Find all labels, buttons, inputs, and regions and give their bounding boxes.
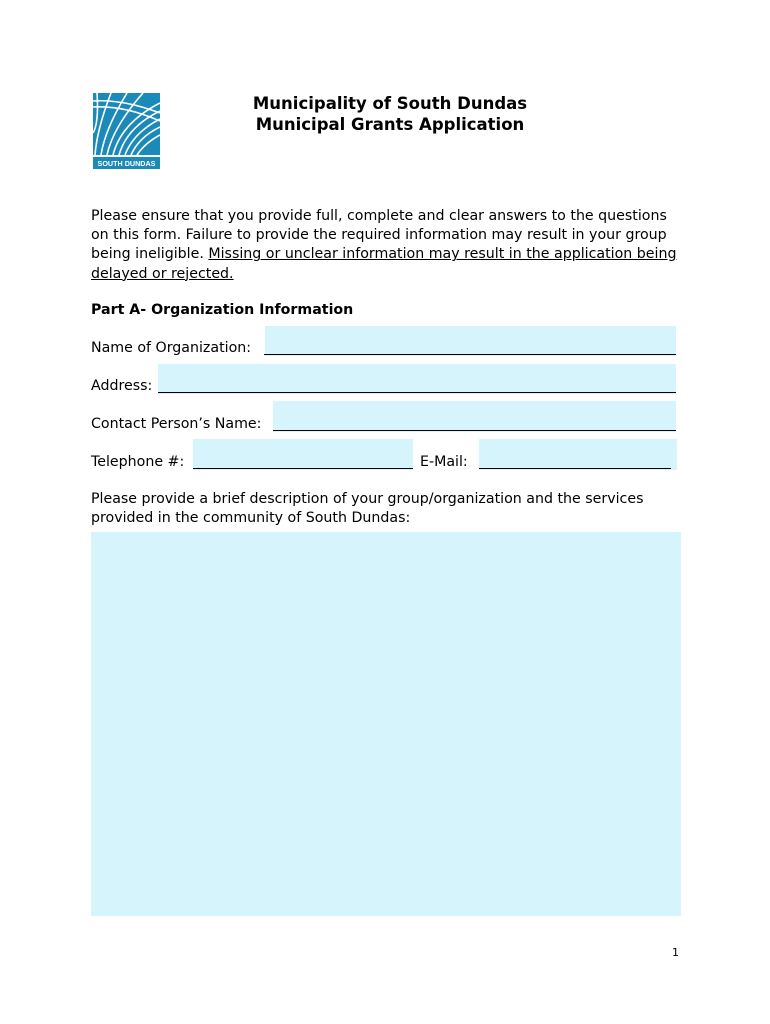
instructions-warning: Missing or unclear information may result in the application being delayed or rejected. [91, 246, 677, 282]
description-prompt: Please provide a brief description of your group/organization and the services provided in the community of South Dundas: [91, 491, 644, 527]
telephone-label: Telephone #: [91, 454, 185, 470]
instructions-paragraph [91, 207, 681, 284]
address-underline [158, 392, 676, 393]
section-heading-part-a: Part A- Organization Information [91, 302, 354, 318]
svg-text:SOUTH DUNDAS: SOUTH DUNDAS [97, 159, 156, 168]
address-label: Address: [91, 378, 153, 394]
organization-name-input[interactable] [265, 326, 676, 356]
telephone-underline [193, 468, 413, 469]
email-input[interactable] [479, 439, 677, 470]
page-number: 1 [672, 946, 679, 959]
instructions-text: Please ensure that you provide full, complete and clear answers to the questions on this form. Failure to provide the required information may result in your group being ineligible. [91, 208, 667, 263]
address-input[interactable] [158, 364, 676, 394]
document-subtitle: Municipal Grants Application [255, 115, 525, 134]
email-underline [479, 468, 671, 469]
contact-person-input[interactable] [273, 401, 676, 432]
contact-person-underline [273, 430, 676, 431]
email-label: E-Mail: [420, 454, 468, 470]
contact-person-label: Contact Person’s Name: [91, 416, 262, 432]
organization-name-underline [264, 354, 676, 355]
description-textarea[interactable] [91, 532, 681, 916]
south-dundas-logo [93, 93, 160, 169]
telephone-input[interactable] [193, 439, 413, 470]
organization-name-label: Name of Organization: [91, 340, 252, 356]
document-title: Municipality of South Dundas [252, 94, 528, 113]
